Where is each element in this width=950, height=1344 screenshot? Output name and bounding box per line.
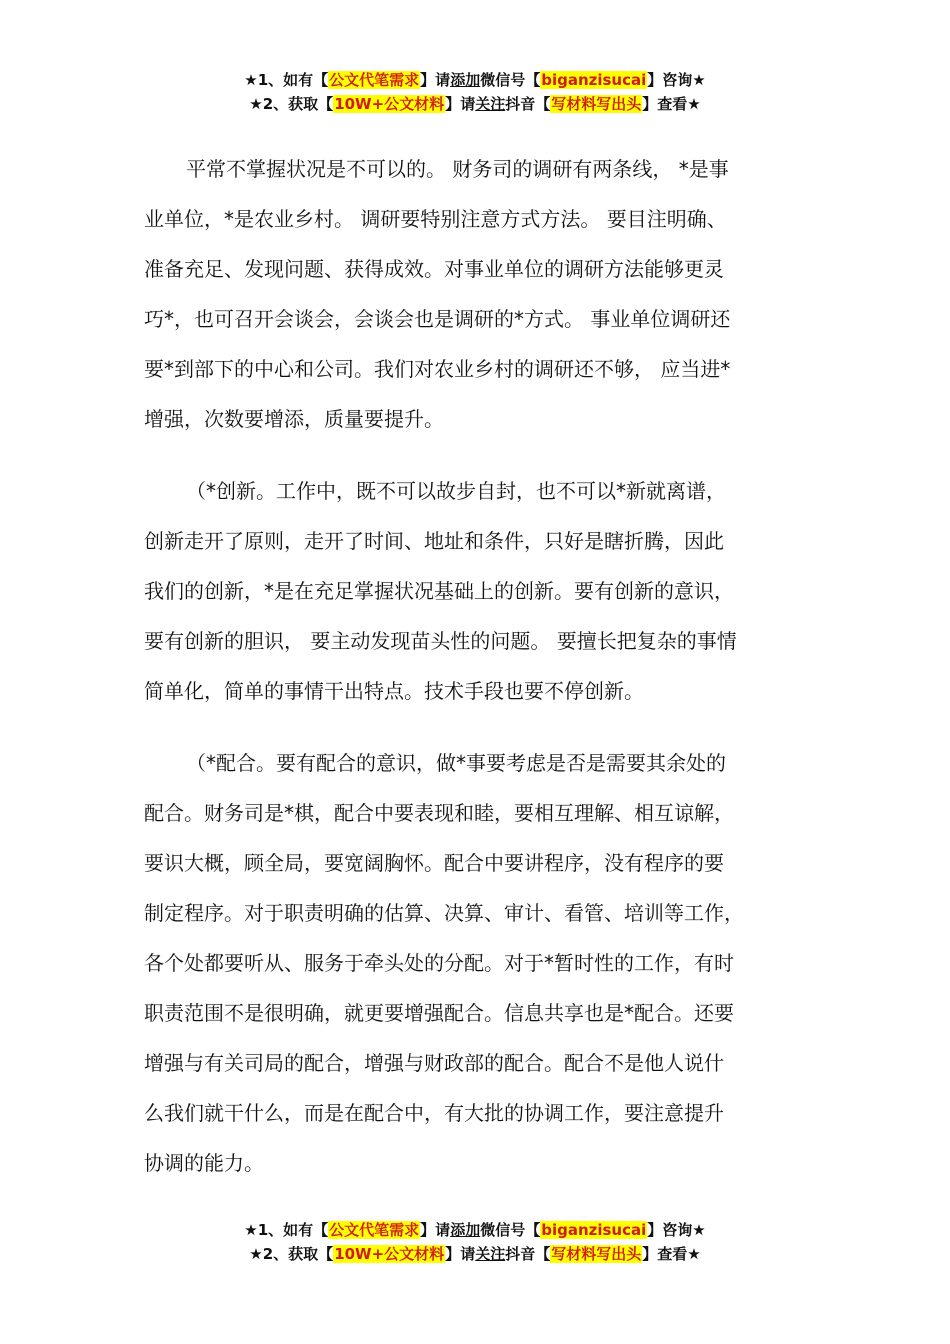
banner-text: ★2、获取【 <box>249 1245 334 1263</box>
underlined-add: 添加 <box>450 71 481 89</box>
footer-banner <box>0 1218 950 1266</box>
text-line: 要有创新的胆识， 要主动发现苗头性的问题。 要擅长把复杂的事情 <box>144 629 737 653</box>
header-banner <box>0 68 950 116</box>
banner-line-1 <box>0 1218 950 1242</box>
highlight-materials: 10W+公文材料 <box>334 95 445 113</box>
banner-line-2 <box>0 92 950 116</box>
text-line: 协调的能力。 <box>144 1151 264 1175</box>
banner-text: 抖音【 <box>505 95 551 113</box>
paragraph-research <box>144 144 824 444</box>
text-line: 要*到部下的中心和公司。我们对农业乡村的调研还不够， 应当进* <box>144 357 731 381</box>
banner-text: 】请 <box>445 1245 476 1263</box>
banner-text: 】咨询★ <box>647 1221 706 1239</box>
highlight-douyin: 写材料写出头 <box>551 1245 642 1263</box>
text-line: 配合。财务司是*棋，配合中要表现和睦，要相互理解、相互谅解， <box>144 801 734 825</box>
banner-text: 】查看★ <box>642 95 701 113</box>
highlight-douyin: 写材料写出头 <box>551 95 642 113</box>
text-line: 要识大概，顾全局，要宽阔胸怀。配合中要讲程序，没有程序的要 <box>144 851 724 875</box>
underlined-follow: 关注 <box>475 95 506 113</box>
banner-line-2 <box>0 1242 950 1266</box>
text-line: 职责范围不是很明确，就更要增强配合。信息共享也是*配合。还要 <box>144 1001 734 1025</box>
banner-text: ★1、如有【 <box>244 1221 329 1239</box>
text-line: 巧*，也可召开会谈会，会谈会也是调研的*方式。 事业单位调研还 <box>144 307 731 331</box>
banner-text: 抖音【 <box>505 1245 551 1263</box>
text-line: 简单化，简单的事情干出特点。技术手段也要不停创新。 <box>144 679 644 703</box>
text-line: 平常不掌握状况是不可以的。 财务司的调研有两条线， *是事 <box>186 157 729 181</box>
text-line: 增强，次数要增添，质量要提升。 <box>144 407 444 431</box>
banner-line-1 <box>0 68 950 92</box>
banner-text: 】请 <box>445 95 476 113</box>
underlined-add: 添加 <box>450 1221 481 1239</box>
text-line: 各个处都要听从、服务于牵头处的分配。对于*暂时性的工作，有时 <box>144 951 734 975</box>
banner-text: ★2、获取【 <box>249 95 334 113</box>
banner-text: 】查看★ <box>642 1245 701 1263</box>
text-line: 制定程序。对于职责明确的估算、决算、审计、看管、培训等工作， <box>144 901 744 925</box>
banner-text: 微信号【 <box>480 71 541 89</box>
highlight-service: 公文代笔需求 <box>329 71 420 89</box>
text-line: 业单位，*是农业乡村。 调研要特别注意方式方法。 要目注明确、 <box>144 207 727 231</box>
banner-text: 】咨询★ <box>647 71 706 89</box>
banner-text: 】请 <box>420 71 451 89</box>
banner-text: ★1、如有【 <box>244 71 329 89</box>
text-line: 我们的创新，*是在充足掌握状况基础上的创新。要有创新的意识， <box>144 579 734 603</box>
banner-text: 】请 <box>420 1221 451 1239</box>
paragraph-cooperation <box>144 738 824 1188</box>
text-line: （*配合。要有配合的意识，做*事要考虑是否是需要其余处的 <box>186 751 726 775</box>
document-body <box>144 144 824 1210</box>
highlight-service: 公文代笔需求 <box>329 1221 420 1239</box>
underlined-follow: 关注 <box>475 1245 506 1263</box>
paragraph-innovation <box>144 466 824 716</box>
text-line: 创新走开了原则，走开了时间、地址和条件，只好是瞎折腾，因此 <box>144 529 724 553</box>
text-line: （*创新。工作中，既不可以故步自封，也不可以*新就离谱， <box>186 479 726 503</box>
highlight-wechat-id: biganzisucai <box>541 1221 647 1239</box>
text-line: 么我们就干什么，而是在配合中，有大批的协调工作，要注意提升 <box>144 1101 724 1125</box>
highlight-wechat-id: biganzisucai <box>541 71 647 89</box>
text-line: 准备充足、发现问题、获得成效。对事业单位的调研方法能够更灵 <box>144 257 724 281</box>
text-line: 增强与有关司局的配合，增强与财政部的配合。配合不是他人说什 <box>144 1051 724 1075</box>
highlight-materials: 10W+公文材料 <box>334 1245 445 1263</box>
banner-text: 微信号【 <box>480 1221 541 1239</box>
